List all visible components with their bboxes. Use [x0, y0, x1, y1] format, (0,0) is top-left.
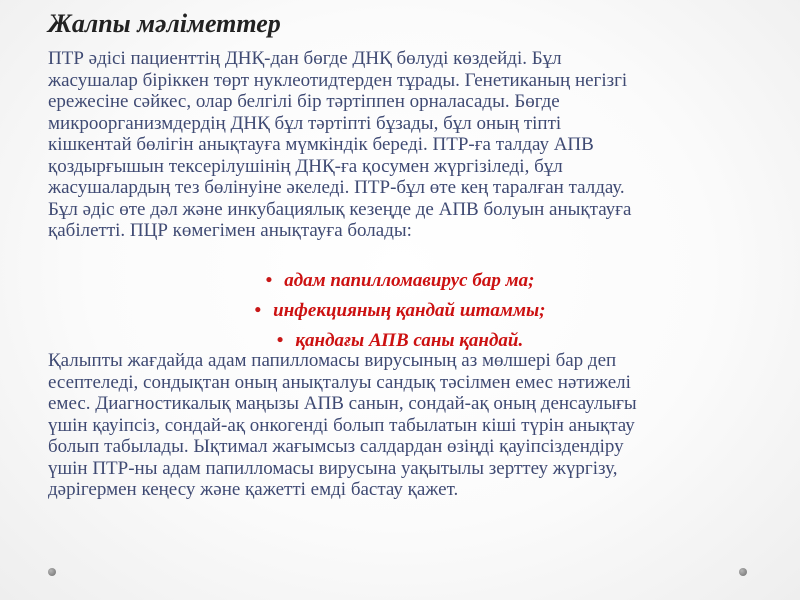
slide-title: Жалпы мәліметтер: [48, 9, 281, 38]
bullet-text: қандағы АПВ саны қандай.: [295, 330, 524, 351]
bullet-text: инфекцияның қандай штаммы;: [273, 300, 546, 321]
paragraph-line: қоздырғышын тексерілушінің ДНҚ-ға қосумен жүргізіледі, бұл: [48, 155, 563, 177]
bullet-item: [0, 296, 800, 326]
paragraph-line: кішкентай бөлігін анықтауға мүмкіндік береді. ПТР-ға талдау АПВ: [48, 134, 594, 155]
paragraph-line: есептеледі, сондықтан оның анықталуы сандық тәсілмен емес нәтижелі: [48, 371, 631, 393]
bullet-list: [0, 266, 800, 356]
paragraph-line: үшін қауіпсіз, сондай-ақ онкогенді болып табылатын кіші түрін анықтау: [48, 414, 635, 436]
paragraph-line: жасушалар біріккен төрт нуклеотидтерден тұрады. Генетиканың негізгі: [48, 69, 628, 91]
paragraph-line: үшін ПТР-ны адам папилломасы вирусына уақытылы зерттеу жүргізу,: [48, 457, 618, 479]
paragraph-line: емес. Диагностикалық маңызы АПВ санын, сондай-ақ оның денсаулығы: [48, 393, 637, 414]
paragraph-line: Бұл әдіс өте дәл және инкубациялық кезеңде де АПВ болуын анықтауға: [48, 198, 632, 220]
paragraph-line: ПТР әдісі пациенттің ДНҚ-дан бөгде ДНҚ бөлуді көздейді. Бұл: [48, 48, 562, 69]
bullet-marker: •: [254, 300, 262, 321]
paragraph-line: Қалыпты жағдайда адам папилломасы вирусының аз мөлшері бар деп: [48, 350, 617, 371]
paragraph-line: қабілетті. ПЦР көмегімен анықтауға болады:: [48, 220, 412, 241]
bullet-item: [0, 266, 800, 296]
bullet-marker: •: [265, 270, 273, 291]
intro-paragraph: [48, 48, 756, 242]
paragraph-line: дәрігермен кеңесу және қажетті емді бастау қажет.: [48, 479, 459, 500]
conclusion-paragraph: [48, 350, 756, 501]
paragraph-line: жасушалардың тез бөлінуіне әкеледі. ПТР-бұл өте кең таралған талдау.: [48, 177, 625, 198]
bullet-text: адам папилломавирус бар ма;: [284, 270, 535, 291]
paragraph-line: ережесіне сәйкес, олар белгілі бір тәртіппен орналасады. Бөгде: [48, 91, 560, 112]
paragraph-line: микроорганизмдердің ДНҚ бұл тәртіпті бұзады, бұл оның тіпті: [48, 112, 562, 134]
paragraph-line: болып табылады. Ықтимал жағымсыз салдардан өзіңді қауіпсіздендіру: [48, 436, 624, 457]
bullet-marker: •: [276, 330, 284, 351]
decorative-dot-left: [48, 568, 56, 576]
decorative-dot-right: [739, 568, 747, 576]
